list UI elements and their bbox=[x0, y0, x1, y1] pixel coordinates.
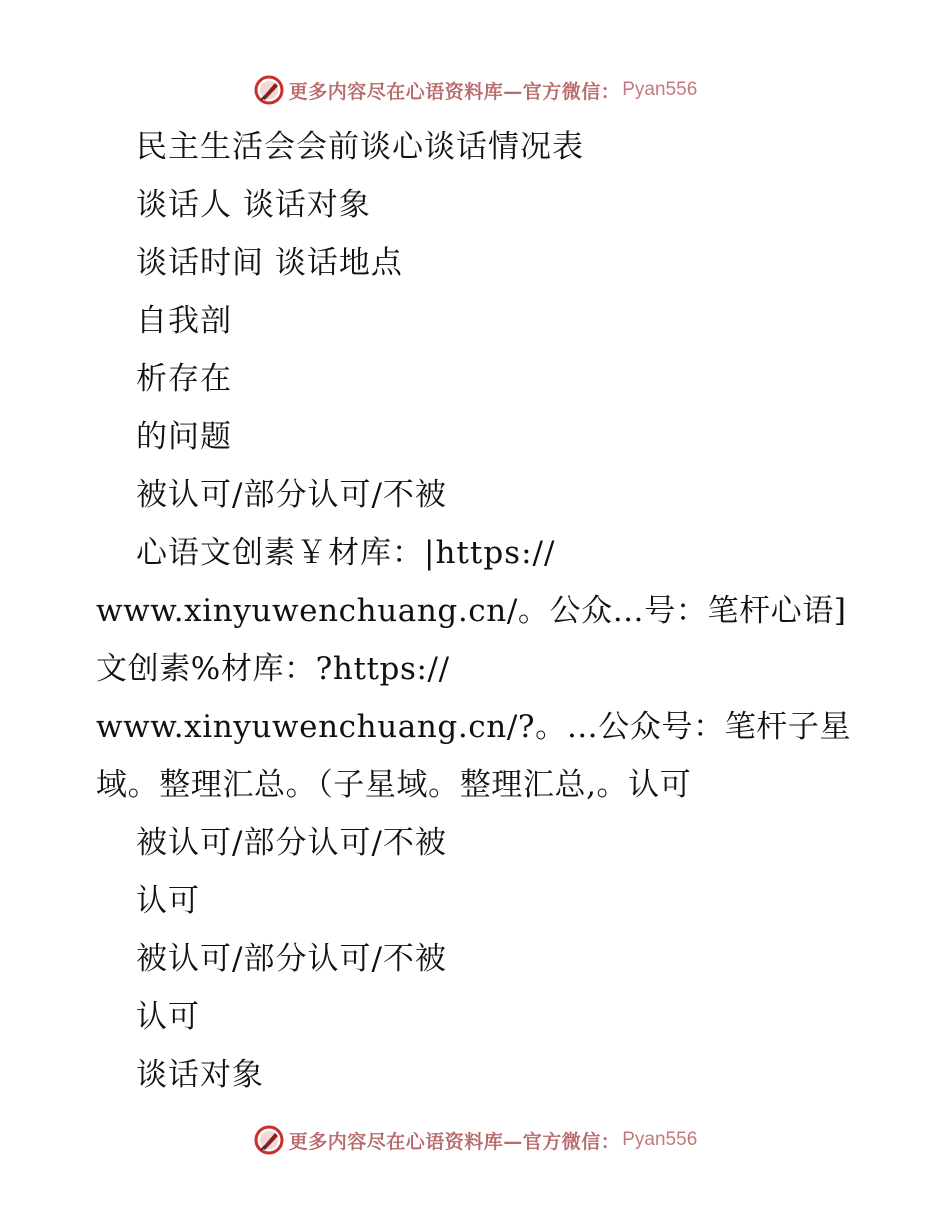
banner-wechat-handle: Pyan556 bbox=[622, 1129, 698, 1150]
text-line: 谈话时间 谈话地点 bbox=[136, 245, 403, 281]
text-line: 文创素%材库：?https:// bbox=[96, 651, 450, 687]
document-body bbox=[0, 118, 950, 1104]
banner-text: 更多内容尽在心语资料库—官方微信： bbox=[288, 80, 621, 103]
text-line: www.xinyuwenchuang.cn/?。…公众号：笔杆子星 bbox=[96, 709, 852, 745]
text-line: 认可 bbox=[136, 999, 200, 1035]
text-line: 的问题 bbox=[136, 419, 232, 455]
footer-banner bbox=[0, 1120, 950, 1160]
banner-wechat-handle: Pyan556 bbox=[622, 79, 698, 100]
text-line: 被认可/部分认可/不被 bbox=[136, 477, 447, 513]
text-line: 谈话人 谈话对象 bbox=[136, 187, 371, 223]
text-line: 被认可/部分认可/不被 bbox=[136, 825, 447, 861]
banner-text: 更多内容尽在心语资料库—官方微信： bbox=[288, 1130, 621, 1153]
text-line: 谈话对象 bbox=[136, 1057, 264, 1093]
text-line: 析存在 bbox=[136, 361, 232, 397]
header-banner bbox=[0, 70, 950, 110]
text-line: 域。整理汇总。（子星域。整理汇总,。认可 bbox=[96, 767, 692, 803]
text-line: 被认可/部分认可/不被 bbox=[136, 941, 447, 977]
text-line: 心语文创素￥材库：|https:// bbox=[136, 535, 556, 571]
document-title: 民主生活会会前谈心谈话情况表 bbox=[136, 129, 584, 165]
text-line: www.xinyuwenchuang.cn/。公众…号：笔杆心语] bbox=[96, 593, 847, 629]
quill-logo-icon bbox=[253, 74, 285, 106]
text-line: 自我剖 bbox=[136, 303, 232, 339]
quill-logo-icon bbox=[253, 1124, 285, 1156]
text-line: 认可 bbox=[136, 883, 200, 919]
